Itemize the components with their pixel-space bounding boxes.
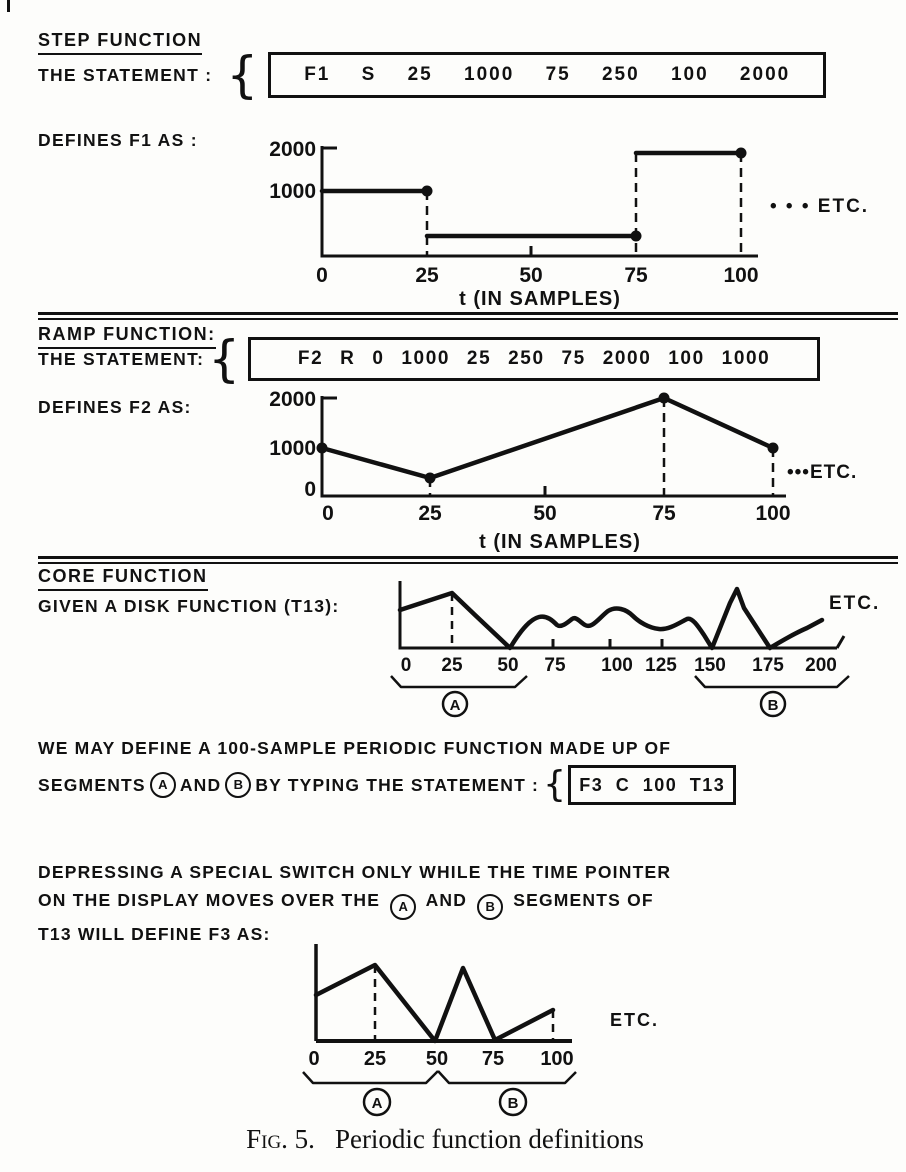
step-xlabel-75: 75 [624, 264, 648, 287]
ramp-ylabel-0: 0 [304, 478, 316, 501]
segment-a-badge-2: A [390, 894, 416, 920]
core-xlabel-75: 75 [544, 655, 566, 676]
ramp-axis-lines [322, 396, 786, 496]
scan-artifact [7, 0, 10, 12]
step-axis-lines [322, 146, 758, 256]
switch-line2-mid: AND [425, 890, 468, 910]
f3-xlabel-25: 25 [363, 1048, 387, 1070]
switch-paragraph [38, 858, 671, 948]
step-section-heading: STEP FUNCTION [38, 30, 202, 55]
step-defines-label: DEFINES F1 AS : [38, 130, 198, 150]
step-y-labels [269, 138, 316, 203]
step-dot-25 [422, 186, 433, 197]
define-line2-mid: AND [179, 775, 222, 795]
step-data-dots [422, 148, 747, 242]
step-xlabel-0: 0 [316, 264, 328, 287]
core-x-labels [401, 655, 837, 676]
step-curve [322, 153, 741, 236]
step-ylabel-2000: 2000 [269, 138, 316, 161]
section-divider-1 [38, 312, 898, 320]
step-left-brace: { [226, 45, 259, 104]
switch-paragraph-line3: T13 WILL DEFINE F3 AS: [38, 924, 271, 944]
switch-paragraph-line2 [38, 886, 671, 920]
core-etc-label: ETC. [829, 593, 881, 614]
switch-paragraph-line1: DEPRESSING A SPECIAL SWITCH ONLY WHILE THE TIME POINTER [38, 862, 672, 882]
step-dot-100 [736, 148, 747, 159]
ramp-dot-100 [768, 443, 779, 454]
core-xlabel-150: 150 [694, 655, 726, 676]
core-function-plot [385, 573, 897, 725]
section-divider-2 [38, 556, 898, 564]
ramp-dot-75 [659, 393, 670, 404]
f3-brace-a [303, 1071, 438, 1083]
segment-b-badge: B [225, 772, 251, 798]
ramp-function-plot [230, 388, 890, 556]
f3-axes [316, 944, 572, 1041]
f3-segment-a-label: A [371, 1095, 383, 1112]
ramp-xaxis-title: t (IN SAMPLES) [479, 531, 641, 553]
f3-etc-label: ETC. [610, 1010, 660, 1030]
f3-left-brace: { [543, 763, 568, 805]
f3-xlabel-50: 50 [425, 1048, 449, 1070]
f3-x-labels [308, 1048, 573, 1070]
step-dashed-lines [427, 153, 741, 256]
define-paragraph-line2 [38, 765, 736, 805]
f3-xlabel-0: 0 [308, 1048, 320, 1070]
ramp-statement-box [248, 337, 820, 381]
core-xlabel-0: 0 [400, 655, 412, 676]
core-xlabel-200: 200 [805, 655, 837, 676]
core-brace-a [391, 676, 527, 687]
ramp-xlabel-0: 0 [322, 502, 334, 525]
core-brace-b [695, 676, 849, 687]
define-paragraph-line1: WE MAY DEFINE A 100-SAMPLE PERIODIC FUNCTION MADE UP OF [38, 738, 672, 758]
step-xlabel-50: 50 [519, 264, 543, 287]
step-statement-box [268, 52, 826, 98]
define-paragraph [38, 734, 736, 805]
define-line2-post: BY TYPING THE STATEMENT : [255, 775, 540, 795]
core-segment-a-label: A [449, 697, 461, 714]
ramp-xlabel-50: 50 [533, 502, 557, 525]
f3-statement-box: F3 C 100 T13 [568, 765, 736, 805]
step-xlabel-25: 25 [415, 264, 439, 287]
core-given-label: GIVEN A DISK FUNCTION (T13): [38, 596, 340, 616]
figure-caption [0, 1124, 890, 1155]
ramp-curve [322, 398, 773, 478]
step-dot-75 [631, 231, 642, 242]
core-xlabel-125: 125 [645, 655, 677, 676]
ramp-statement-text: F2 R 0 1000 25 250 75 2000 100 1000 [297, 348, 771, 369]
figure-caption-text: Periodic function definitions [334, 1124, 644, 1154]
ramp-ylabel-2000: 2000 [269, 388, 316, 411]
core-segment-b-label: B [767, 697, 779, 714]
f3-segment-braces [303, 1071, 576, 1083]
step-etc-label: • • • ETC. [770, 196, 870, 217]
core-axis-lines [400, 581, 837, 648]
core-xlabel-100: 100 [601, 655, 633, 676]
core-section-heading: CORE FUNCTION [38, 566, 208, 591]
ramp-xlabel-75: 75 [652, 502, 676, 525]
ramp-xlabel-100: 100 [755, 502, 791, 525]
ramp-etc-label: •••ETC. [787, 462, 858, 483]
step-ylabel-1000: 1000 [269, 180, 316, 203]
ramp-defines-label: DEFINES F2 AS: [38, 397, 192, 417]
f3-function-plot [280, 938, 680, 1118]
step-function-plot [230, 128, 890, 310]
ramp-statement-label: THE STATEMENT: [38, 348, 205, 369]
step-x-labels [316, 264, 758, 287]
f3-curve [316, 965, 553, 1041]
core-segment-braces [391, 676, 849, 687]
ramp-y-labels [269, 388, 316, 501]
f3-brace-b [438, 1071, 576, 1083]
switch-line2-pre: ON THE DISPLAY MOVES OVER THE [38, 890, 381, 910]
core-xlabel-50: 50 [497, 655, 519, 676]
figure-caption-number: Fig. 5. [246, 1124, 315, 1154]
core-segment-markers [443, 692, 785, 716]
core-xlabel-25: 25 [441, 655, 463, 676]
ramp-dot-25 [425, 473, 436, 484]
ramp-dashed-lines [430, 398, 773, 496]
f3-xlabel-100: 100 [540, 1048, 574, 1070]
step-statement-text: F1 S 25 1000 75 250 100 2000 [304, 64, 791, 85]
core-axis-end-tick [837, 636, 844, 648]
ramp-dot-0 [317, 443, 328, 454]
f3-segment-b-label: B [507, 1095, 519, 1112]
f3-xlabel-75: 75 [481, 1048, 505, 1070]
segment-a-badge: A [150, 772, 176, 798]
ramp-axes [322, 396, 786, 496]
switch-line2-post: SEGMENTS OF [513, 890, 654, 910]
ramp-section-heading: RAMP FUNCTION: [38, 324, 216, 349]
step-statement-row [38, 45, 826, 104]
ramp-x-labels [322, 502, 790, 525]
core-axes [400, 581, 844, 648]
step-xaxis-title: t (IN SAMPLES) [459, 288, 621, 310]
define-line2-pre: SEGMENTS [38, 775, 146, 795]
ramp-xlabel-25: 25 [418, 502, 442, 525]
step-axes [322, 146, 758, 256]
ramp-left-brace: { [208, 329, 241, 388]
segment-b-badge-2: B [477, 894, 503, 920]
step-statement-label: THE STATEMENT : [38, 64, 213, 85]
f3-dashed-lines [375, 965, 553, 1041]
core-xlabel-175: 175 [752, 655, 784, 676]
ramp-ylabel-1000: 1000 [269, 437, 316, 460]
step-xlabel-100: 100 [723, 264, 759, 287]
f3-segment-markers [364, 1089, 526, 1115]
